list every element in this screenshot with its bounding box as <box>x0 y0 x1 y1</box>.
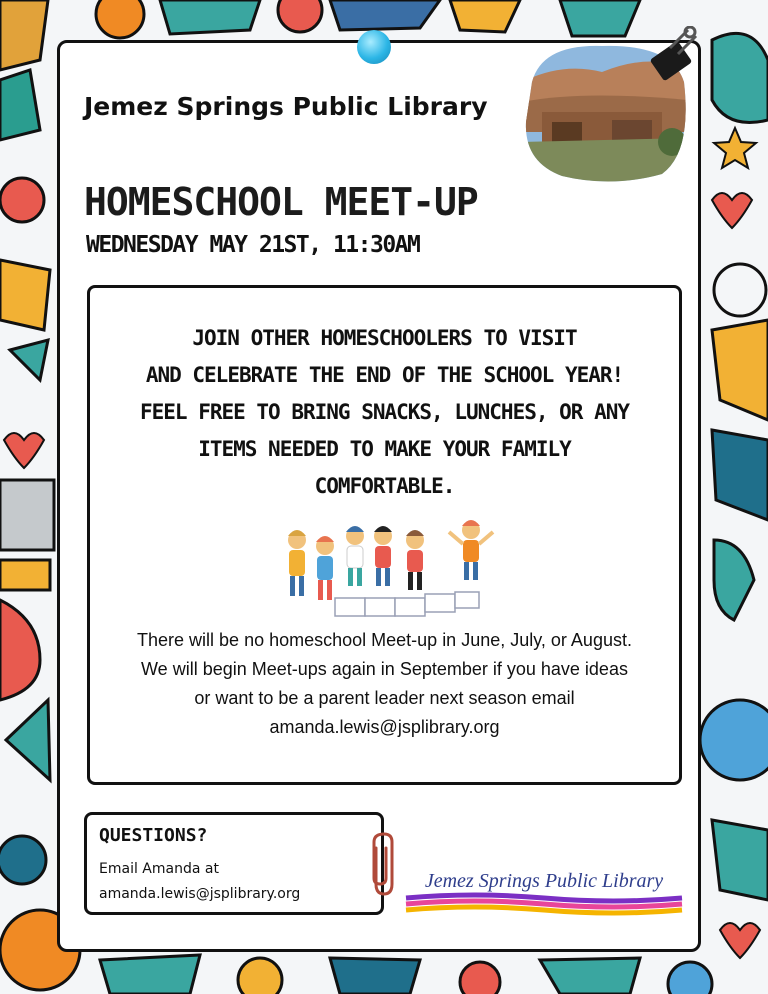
invite-line: FEEL FREE TO BRING SNACKS, LUNCHES, OR ANY <box>139 400 629 424</box>
invite-line: JOIN OTHER HOMESCHOOLERS TO VISIT <box>192 326 577 350</box>
questions-contact-label: Email Amanda at <box>99 861 219 877</box>
invite-line: COMFORTABLE. <box>314 474 455 498</box>
notice-line: We will begin Meet-ups again in September if you have ideas <box>141 659 628 679</box>
event-date-time: WEDNESDAY MAY 21ST, 11:30AM <box>86 232 420 258</box>
questions-box <box>84 812 384 915</box>
notice-line: There will be no homeschool Meet-up in June, July, or August. <box>137 630 632 650</box>
library-name: Jemez Springs Public Library <box>84 92 488 121</box>
invitation-text <box>90 320 679 505</box>
binder-clip-icon <box>648 26 700 82</box>
kids-hopscotch-illustration <box>275 520 501 620</box>
summer-notice <box>90 626 679 742</box>
questions-email[interactable]: amanda.lewis@jsplibrary.org <box>99 886 301 902</box>
logo-text: Jemez Springs Public Library <box>424 870 664 892</box>
invite-line: AND CELEBRATE THE END OF THE SCHOOL YEAR! <box>145 363 624 387</box>
notice-email[interactable]: amanda.lewis@jsplibrary.org <box>269 717 500 737</box>
paperclip-icon <box>366 832 396 898</box>
invite-line: ITEMS NEEDED TO MAKE YOUR FAMILY <box>198 437 571 461</box>
logo-wave <box>404 892 684 916</box>
notice-line: or want to be a parent leader next season email <box>194 688 575 708</box>
library-logo <box>404 866 684 920</box>
push-pin-icon <box>357 30 391 64</box>
info-box <box>87 285 682 785</box>
questions-title: QUESTIONS? <box>99 825 208 846</box>
event-title: HOMESCHOOL MEET-UP <box>84 180 478 224</box>
